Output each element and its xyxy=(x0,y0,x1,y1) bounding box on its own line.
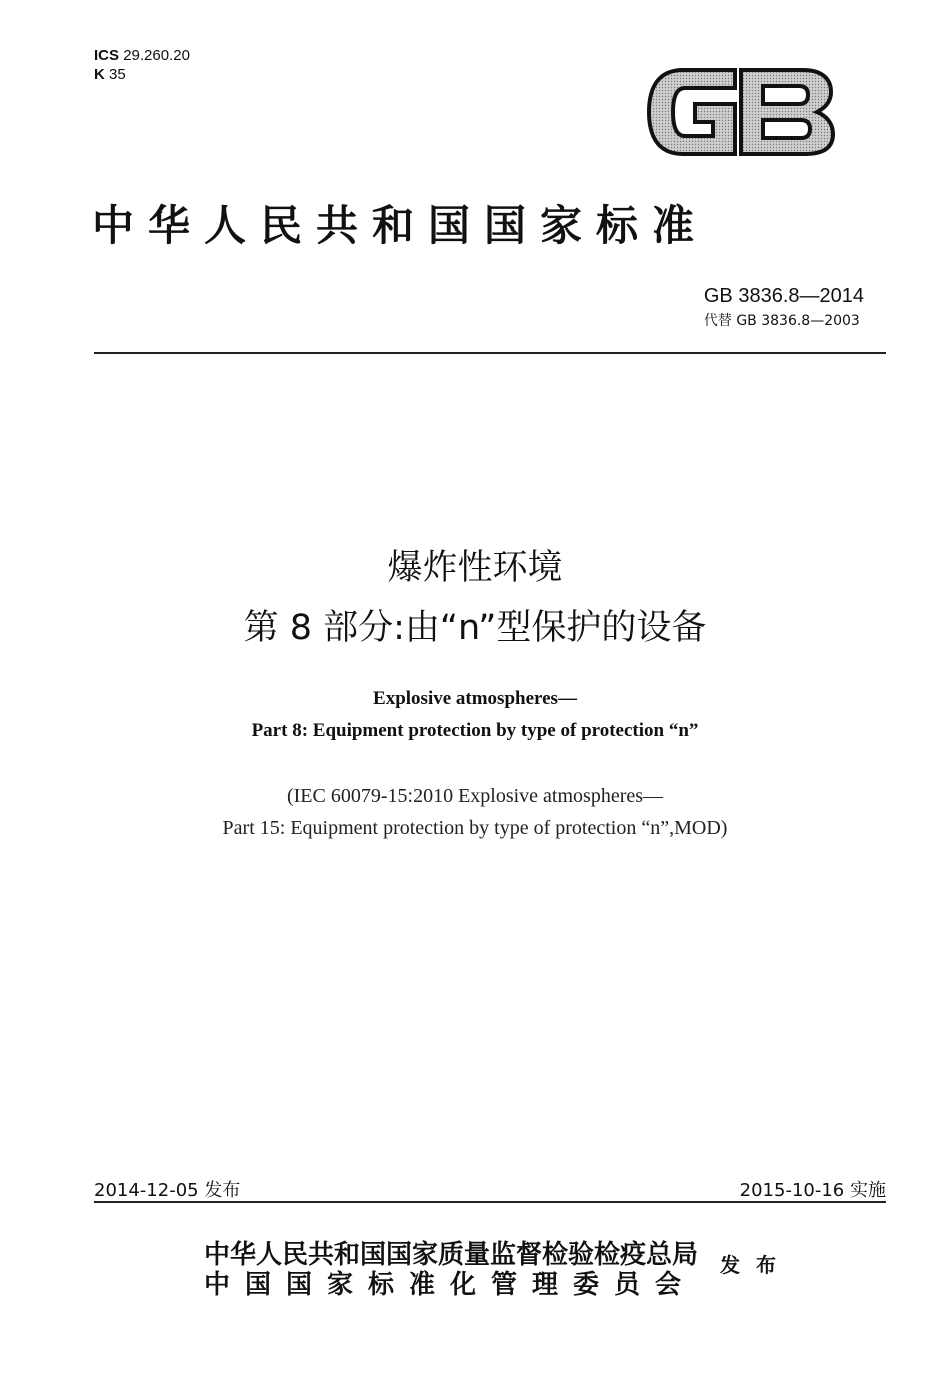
replaces-standard: 代替 GB 3836.8—2003 xyxy=(703,313,860,329)
title-zh-line2: 第 8 部分:由“n”型保护的设备 xyxy=(243,608,707,648)
gb-logo xyxy=(643,62,838,162)
title-zh-line1: 爆炸性环境 xyxy=(387,548,563,588)
classification-codes xyxy=(94,46,190,84)
iec-reference-line2: Part 15: Equipment protection by type of protection “n”,MOD) xyxy=(222,817,728,839)
title-en-line1: Explosive atmospheres— xyxy=(373,688,577,709)
title-en-line2: Part 8: Equipment protection by type of protection “n” xyxy=(251,720,699,741)
bottom-divider xyxy=(94,1201,886,1203)
standard-number: GB 3836.8—2014 xyxy=(703,285,864,307)
issue-date: 2014-12-05 发布 xyxy=(94,1180,241,1201)
class-code: K 35 xyxy=(94,66,126,83)
issuer-line1: 中华人民共和国国家质量监督检验检疫总局 xyxy=(204,1240,699,1270)
standard-number-block xyxy=(704,285,864,330)
issuer-line2: 中国国家标准化管理委员会 xyxy=(204,1270,697,1300)
publish-label: 发布 xyxy=(720,1253,792,1277)
implementation-date: 2015-10-16 实施 xyxy=(739,1180,886,1201)
ics-code: ICS 29.260.20 xyxy=(94,47,190,64)
main-title: 中华人民共和国国家标准 xyxy=(92,201,709,250)
top-divider xyxy=(94,352,886,354)
iec-reference-line1: (IEC 60079-15:2010 Explosive atmospheres— xyxy=(286,785,664,807)
